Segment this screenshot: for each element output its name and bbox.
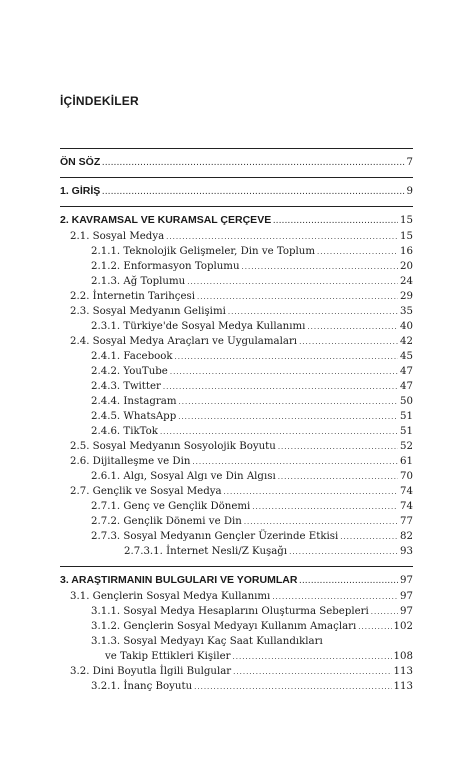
- toc-entry-title: 2.1.3. Ağ Toplumu: [91, 276, 186, 287]
- toc-entry-chapter-2[interactable]: [60, 214, 413, 228]
- toc-entry-page: 74: [400, 486, 413, 497]
- toc-entry-page: 74: [400, 501, 413, 512]
- dot-leader: [307, 321, 398, 334]
- toc-entry-page: 24: [400, 276, 413, 287]
- toc-entry-subsection[interactable]: [91, 605, 413, 619]
- toc-entry-page: 97: [400, 591, 413, 602]
- dot-leader: [358, 621, 391, 634]
- toc-entry-chapter-3[interactable]: [60, 574, 413, 588]
- dot-leader: [252, 501, 398, 514]
- dot-leader: [278, 441, 398, 454]
- toc-entry-title: ÖN SÖZ: [60, 156, 101, 168]
- toc-entry-page: 50: [400, 396, 413, 407]
- toc-entry-subsection[interactable]: [91, 410, 413, 424]
- toc-entry-subsection[interactable]: [91, 245, 413, 259]
- toc-entry-section[interactable]: [70, 665, 413, 679]
- toc-entry-subsection-continuation[interactable]: [105, 650, 413, 664]
- dot-leader: [224, 486, 398, 499]
- dot-leader: [233, 666, 391, 679]
- toc-entry-subsection[interactable]: [91, 425, 413, 439]
- dot-leader: [371, 606, 398, 619]
- toc-entry-page: 29: [400, 291, 413, 302]
- toc-entry-section[interactable]: [70, 305, 413, 319]
- toc-entry-page: 52: [400, 441, 413, 452]
- toc-entry-page: 51: [400, 426, 413, 437]
- dot-leader: [160, 426, 398, 439]
- toc-entry-title: 2.6.1. Algı, Sosyal Algı ve Din Algısı: [91, 471, 276, 482]
- toc-entry-page: 35: [400, 306, 413, 317]
- toc-entry-title-continuation: ve Takip Ettikleri Kişiler: [105, 651, 231, 662]
- divider: [60, 148, 413, 149]
- toc-entry-subsection[interactable]: [91, 470, 413, 484]
- toc-entry-page: 51: [400, 411, 413, 422]
- dot-leader: [192, 456, 398, 469]
- toc-entry-title: 2.5. Sosyal Medyanın Sosyolojik Boyutu: [70, 441, 276, 452]
- toc-entry-section[interactable]: [70, 485, 413, 499]
- dot-leader: [272, 591, 398, 604]
- toc-entry-subsection[interactable]: [91, 260, 413, 274]
- toc-entry-title: 3.2.1. İnanç Boyutu: [91, 681, 193, 692]
- dot-leader: [197, 291, 398, 304]
- toc-entry-title: 3.1. Gençlerin Sosyal Medya Kullanımı: [70, 591, 271, 602]
- toc-entry-section[interactable]: [70, 440, 413, 454]
- divider: [60, 566, 413, 567]
- dot-leader: [340, 531, 398, 544]
- toc-entry-page: 113: [393, 681, 413, 692]
- toc-entry-title: 2.7.2. Gençlik Dönemi ve Din: [91, 516, 242, 527]
- toc-entry-title: 3.1.1. Sosyal Medya Hesaplarını Oluşturma Sebepleri: [91, 606, 369, 617]
- dot-leader: [317, 246, 398, 259]
- toc-entry-title: 2. KAVRAMSAL VE KURAMSAL ÇERÇEVE: [60, 214, 272, 226]
- dot-leader: [299, 336, 398, 349]
- dot-leader: [102, 186, 404, 199]
- toc-entry-page: 70: [400, 471, 413, 482]
- toc-entry-page: 97: [400, 575, 413, 586]
- dot-leader: [242, 261, 399, 274]
- toc-entry-page: 102: [393, 621, 413, 632]
- toc-entry-page: 93: [400, 546, 413, 557]
- dot-leader: [228, 306, 398, 319]
- dot-leader: [163, 381, 398, 394]
- toc-entry-subsection[interactable]: [91, 500, 413, 514]
- toc-entry-page: 97: [400, 606, 413, 617]
- dot-leader: [273, 215, 398, 228]
- toc-entry-page: 15: [400, 231, 413, 242]
- toc-entry-subsection[interactable]: [91, 350, 413, 364]
- toc-entry-page: 47: [400, 381, 413, 392]
- toc-entry-title: 3.2. Dini Boyutla İlgili Bulgular: [70, 666, 232, 677]
- toc-entry-title: 2.4.6. TikTok: [91, 426, 158, 437]
- toc-entry-title: 2.7.3. Sosyal Medyanın Gençler Üzerinde Etkisi: [91, 531, 339, 542]
- toc-entry-subsection[interactable]: [91, 680, 413, 694]
- toc-entry-title: 1. GİRİŞ: [60, 185, 101, 197]
- toc-entry-page: 61: [400, 456, 413, 467]
- toc-entry-subsection[interactable]: [91, 530, 413, 544]
- toc-entry-page: 7: [406, 157, 413, 168]
- dot-leader: [175, 351, 398, 364]
- dot-leader: [178, 411, 398, 424]
- toc-entry-page: 108: [393, 651, 413, 662]
- toc-entry-title: 2.1.1. Teknolojik Gelişmeler, Din ve Toplum: [91, 246, 316, 257]
- dot-leader: [166, 231, 398, 244]
- toc-entry-title: 2.4.4. Instagram: [91, 396, 177, 407]
- toc-entry-page: 113: [393, 666, 413, 677]
- toc-entry-chapter-1[interactable]: [60, 185, 413, 199]
- toc-entry-page: 16: [400, 246, 413, 257]
- toc-entry-page: 20: [400, 261, 413, 272]
- toc-entry-title: 2.4.3. Twitter: [91, 381, 161, 392]
- dot-leader: [289, 546, 398, 559]
- dot-leader: [179, 396, 399, 409]
- toc-entry-page: 9: [406, 186, 413, 197]
- toc-entry-title: 2.7.1. Genç ve Gençlik Dönemi: [91, 501, 251, 512]
- toc-entry-section[interactable]: [70, 290, 413, 304]
- toc-entry-subsection[interactable]: [91, 620, 413, 634]
- dot-leader: [299, 575, 398, 588]
- toc-entry-title: 3. ARAŞTIRMANIN BULGULARI VE YORUMLAR: [60, 574, 298, 586]
- toc-entry-subsection[interactable]: [91, 275, 413, 289]
- toc-entry-title: 2.7.3.1. İnternet Nesli/Z Kuşağı: [124, 546, 288, 557]
- toc-entry-title: 2.4.1. Facebook: [91, 351, 173, 362]
- toc-entry-subsection[interactable]: [91, 395, 413, 409]
- toc-entry-section[interactable]: [70, 590, 413, 604]
- divider: [60, 177, 413, 178]
- toc-entry-title: 2.2. İnternetin Tarihçesi: [70, 291, 195, 302]
- toc-entry-subsection[interactable]: [91, 380, 413, 394]
- toc-entry-page: 77: [400, 516, 413, 527]
- toc-entry-title: 2.6. Dijitalleşme ve Din: [70, 456, 191, 467]
- toc-entry-page: 82: [400, 531, 413, 542]
- toc-entry-title: 2.1.2. Enformasyon Toplumu: [91, 261, 240, 272]
- toc-heading: İÇİNDEKİLER: [60, 94, 139, 108]
- dot-leader: [233, 651, 392, 664]
- toc-entry-page: 40: [400, 321, 413, 332]
- toc-entry-subsubsection[interactable]: [124, 545, 413, 559]
- toc-entry-section[interactable]: [70, 230, 413, 244]
- toc-entry-title: 3.1.2. Gençlerin Sosyal Medyayı Kullanım Amaçları: [91, 621, 357, 632]
- toc-entry-page: 45: [400, 351, 413, 362]
- toc-entry-subsection[interactable]: [91, 320, 413, 334]
- toc-entry-subsection[interactable]: [91, 365, 413, 379]
- toc-entry-page: 15: [400, 215, 413, 226]
- toc-entry-title: 2.3. Sosyal Medyanın Gelişimi: [70, 306, 226, 317]
- toc-entry-section[interactable]: [70, 335, 413, 349]
- toc-entry-subsection[interactable]: [91, 515, 413, 529]
- toc-entry-section[interactable]: [70, 455, 413, 469]
- toc-entry-title: 2.4.2. YouTube: [91, 366, 168, 377]
- toc-entry-page: 47: [400, 366, 413, 377]
- dot-leader: [194, 681, 391, 694]
- dot-leader: [102, 157, 404, 170]
- toc-entry-title: 2.7. Gençlik ve Sosyal Medya: [70, 486, 222, 497]
- toc-entry-page: 42: [400, 336, 413, 347]
- toc-entry-title: 2.1. Sosyal Medya: [70, 231, 165, 242]
- dot-leader: [278, 471, 398, 484]
- divider: [60, 206, 413, 207]
- toc-entry-foreword[interactable]: [60, 156, 413, 170]
- dot-leader: [187, 276, 398, 289]
- dot-leader: [244, 516, 398, 529]
- toc-entry-title: 2.4.5. WhatsApp: [91, 411, 177, 422]
- toc-entry-title[interactable]: 3.1.3. Sosyal Medyayı Kaç Saat Kullandıkları: [91, 636, 323, 647]
- toc-entry-title: 2.3.1. Türkiye'de Sosyal Medya Kullanımı: [91, 321, 306, 332]
- toc-entry-title: 2.4. Sosyal Medya Araçları ve Uygulamaları: [70, 336, 298, 347]
- dot-leader: [170, 366, 398, 379]
